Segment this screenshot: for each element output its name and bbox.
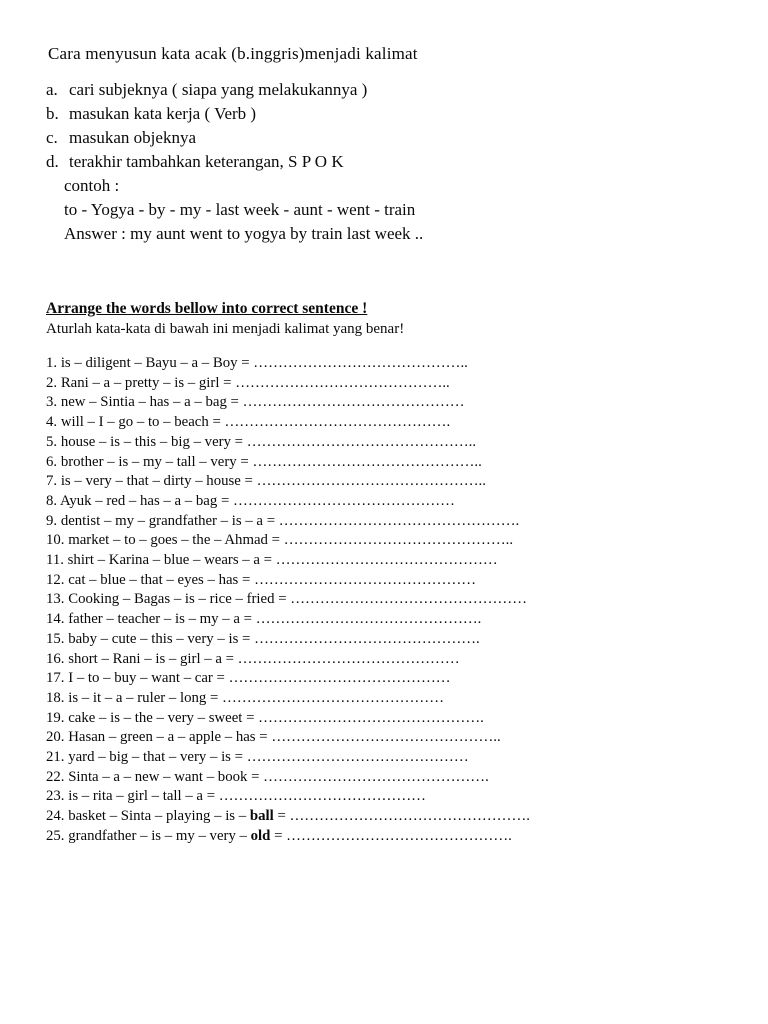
exercise-number: 5. [46,433,58,450]
example-block [64,174,728,246]
exercise-bold-word: ball [249,808,274,825]
exercise-dots-leader: ……………………………………… [275,552,498,569]
step-text: terakhir tambahkan keterangan, S P O K [69,152,344,171]
exercise-number: 3. [46,394,58,411]
exercise-number: 15. [46,630,65,647]
step-text: cari subjeknya ( siapa yang melakukannya ) [69,80,368,99]
exercise-number: 2. [46,374,58,391]
page-title: Cara menyusun kata acak (b.inggris)menjadi kalimat [48,44,418,63]
exercise-text: shirt – Karina – blue – wears – a = [67,552,273,569]
step-label: d. [46,152,59,171]
exercise-item [46,610,728,630]
exercise-item [46,768,728,788]
exercise-item [46,472,728,492]
exercise-item [46,531,728,551]
contoh-label: contoh : [64,176,120,195]
exercise-item [46,650,728,670]
exercise-text-after: = [277,808,286,825]
exercise-text: house – is – this – big – very = [60,433,244,450]
exercise-item [46,512,728,532]
exercise-number: 18. [46,689,65,706]
exercise-dots-leader: ……………………………………… [228,670,451,687]
exercise-text: brother – is – my – tall – very = [60,453,249,470]
example-answer: Answer : my aunt went to yogya by train last week .. [64,224,424,243]
exercise-text: dentist – my – grandfather – is – a = [60,512,276,529]
exercise-text: father – teacher – is – my – a = [68,611,252,628]
exercise-number: 9. [46,512,58,529]
exercise-text: Hasan – green – a – apple – has = [68,729,268,746]
exercise-item [46,492,728,512]
step-text: masukan objeknya [69,128,196,147]
exercise-number: 1. [46,355,58,371]
exercise-dots-leader: ……………………………………….. [283,532,514,549]
exercise-item [46,453,728,473]
exercise-item [46,807,728,827]
exercise-text: baby – cute – this – very – is = [68,630,251,647]
exercise-text: will – I – go – to – beach = [60,414,221,431]
exercise-dots-leader: ………………………………………. [254,630,480,647]
exercise-dots-leader: ………………………………………… [290,591,527,608]
step-text: masukan kata kerja ( Verb ) [69,104,257,123]
step-label: b. [46,104,59,123]
exercise-number: 24. [46,808,65,825]
exercise-item [46,709,728,729]
exercise-dots-leader: ………………………………………. [255,611,482,628]
exercise-item [46,393,728,413]
exercise-text: is – rita – girl – tall – a = [68,788,216,805]
exercise-dots-leader: …………………………………………. [289,808,530,825]
exercise-dots-leader: …………………………………….. [253,355,468,371]
exercise-number: 11. [46,552,64,569]
exercise-text: is – diligent – Bayu – a – Boy = [60,355,250,371]
step-label: a. [46,80,58,99]
exercise-text: short – Rani – is – girl – a = [68,650,234,667]
exercise-number: 14. [46,611,65,628]
exercise-item [46,787,728,807]
exercise-item [46,669,728,689]
exercise-dots-leader: ……………………………………….. [252,453,482,470]
exercise-section [46,298,728,847]
exercise-text: is – it – a – ruler – long = [68,689,219,706]
exercise-text: is – very – that – dirty – house = [60,473,253,490]
exercise-number: 22. [46,768,65,785]
steps-list [46,78,728,174]
exercise-item [46,689,728,709]
exercise-dots-leader: ……………………………………… [237,650,460,667]
exercise-text: I – to – buy – want – car = [68,670,225,687]
exercise-item [46,413,728,433]
exercise-dots-leader: …………………………………….. [235,374,450,391]
step-item-c [46,126,728,150]
step-item-d [46,150,728,174]
exercise-item [46,433,728,453]
exercise-number: 12. [46,571,65,588]
step-label: c. [46,128,58,147]
exercise-dots-leader: ……………………………………….. [256,473,486,490]
exercise-dots-leader: ………………………………………. [286,827,512,844]
exercise-number: 20. [46,729,65,746]
exercise-number: 10. [46,532,65,549]
exercise-text: Rani – a – pretty – is – girl = [60,374,232,391]
exercise-dots-leader: ………………………………………. [263,768,489,785]
exercise-dots-leader: ………………………………………. [224,414,451,431]
exercise-number: 7. [46,473,58,490]
exercise-dots-leader: ……………………………………….. [246,433,477,450]
exercise-text: cat – blue – that – eyes – has = [68,571,251,588]
exercise-number: 21. [46,749,65,766]
exercise-item [46,354,728,374]
exercise-text: cake – is – the – very – sweet = [68,709,255,726]
exercise-text: Ayuk – red – has – a – bag = [60,492,230,509]
exercise-dots-leader: ……………………………………… [222,689,444,706]
exercise-dots-leader: ……………………………………….. [271,729,501,746]
exercise-number: 6. [46,453,58,470]
exercise-text: market – to – goes – the – Ahmad = [68,532,280,549]
exercise-number: 8. [46,492,58,509]
step-item-b [46,102,728,126]
exercise-number: 16. [46,650,65,667]
exercise-number: 25. [46,827,65,844]
exercise-number: 23. [46,788,65,805]
exercise-item [46,748,728,768]
exercise-item [46,571,728,591]
exercise-number: 4. [46,414,58,431]
exercise-number: 13. [46,591,65,608]
exercise-text-after: = [274,827,283,844]
exercise-text: yard – big – that – very – is = [68,749,243,766]
exercise-dots-leader: ………………………………………. [258,709,484,726]
exercise-bold-word: old [250,827,271,844]
exercise-dots-leader: …………………………………… [218,788,426,805]
exercise-item [46,551,728,571]
exercise-text: basket – Sinta – playing – is – [68,808,247,825]
section-subheading: Aturlah kata-kata di bawah ini menjadi kalimat yang benar! [46,321,405,337]
exercise-text: Cooking – Bagas – is – rice – fried = [68,591,287,608]
exercise-text: new – Sintia – has – a – bag = [60,394,239,411]
exercise-item [46,374,728,394]
exercise-dots-leader: …………………………………………. [278,512,520,529]
exercise-item [46,590,728,610]
exercise-number: 17. [46,670,65,687]
exercise-number: 19. [46,709,65,726]
exercise-item [46,827,728,847]
exercise-dots-leader: ……………………………………… [246,749,469,766]
exercise-list [46,354,728,847]
exercise-text: Sinta – a – new – want – book = [68,768,260,785]
example-words: to - Yogya - by - my - last week - aunt - went - train [64,200,416,219]
exercise-item [46,728,728,748]
exercise-dots-leader: ……………………………………… [254,571,477,588]
exercise-text: grandfather – is – my – very – [68,827,247,844]
exercise-dots-leader: ……………………………………… [233,492,455,509]
exercise-dots-leader: ……………………………………… [242,394,465,411]
section-heading: Arrange the words bellow into correct sentence ! [46,300,368,317]
step-item-a [46,78,728,102]
exercise-item [46,630,728,650]
